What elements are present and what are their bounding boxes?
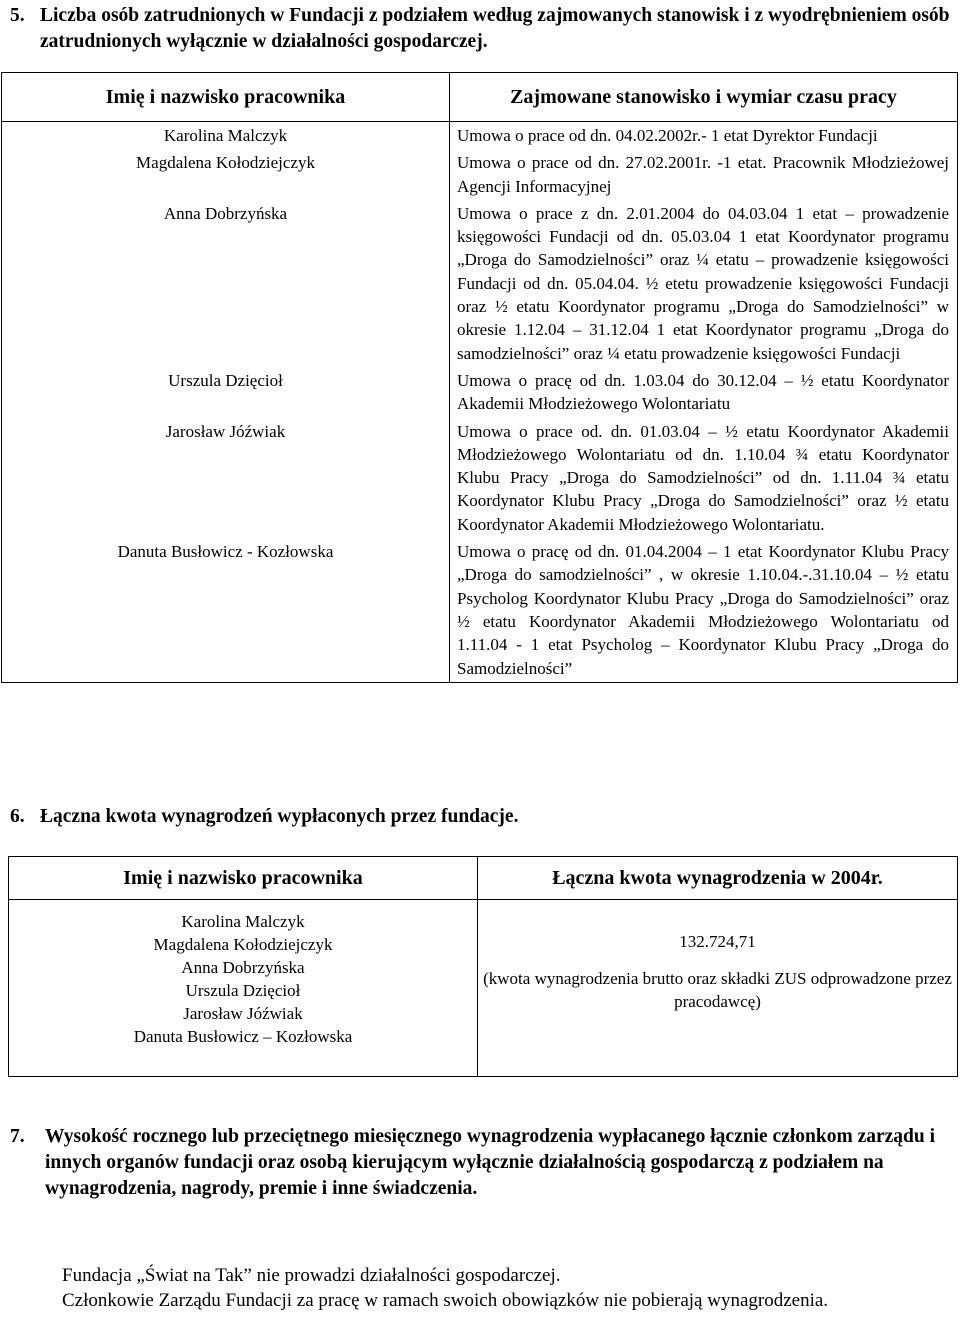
table-row [2, 538, 958, 682]
employee-position: Umowa o prace z dn. 2.01.2004 do 04.03.04 1 etat – prowadzenie księgowości Fundacji od dn. 05.03.04 1 etat Koordynator programu „Droga do Samodzielności” oraz ¼ etatu – prowadzenie księgowości Fundacji od dn. 05.04.04. ½ etetu prowadzenie księgowości Fundacji oraz ½ etatu Koordynator programu „Droga do Samodzielności” w okresie 1.12.04 – 31.12.04 1 etat Koordynator programu „Droga do samodzielności” oraz ¼ etatu prowadzenie księgowości Fundacji [450, 200, 958, 367]
employees-table [1, 72, 958, 683]
employee-name: Danuta Busłowicz – Kozłowska [133, 1027, 353, 1046]
section-6-heading [10, 804, 955, 830]
section-5-number: 5. [10, 5, 25, 26]
employee-position: Umowa o prace od. dn. 01.03.04 – ½ etatu Koordynator Akademii Młodzieżowego Wolontariatu od dn. 1.10.04 ¾ etatu Koordynator Klubu Pracy „Droga do Samodzielności” od dn. 1.11.04 ¾ etatu Koordynator Klubu Pracy „Droga do Samodzielności” oraz ½ etatu Koordynator Akademii Młodzieżowego Wolontariatu. [450, 418, 958, 538]
section-5-heading [10, 3, 955, 55]
table-row [2, 367, 958, 418]
employee-name: Anna Dobrzyńska [2, 200, 450, 367]
header-total-salary: Łączna kwota wynagrodzenia w 2004r. [478, 857, 958, 900]
employee-position: Umowa o pracę od dn. 1.03.04 do 30.12.04 – ½ etatu Koordynator Akademii Młodzieżowego Wolontariatu [450, 367, 958, 418]
section-6-title: Łączna kwota wynagrodzeń wypłaconych przez fundacje. [40, 806, 519, 827]
employee-names-cell [9, 900, 478, 1077]
paragraph: Fundacja „Świat na Tak” nie prowadzi działalności gospodarczej. [62, 1265, 561, 1286]
employees-table-header [2, 73, 958, 122]
table-row [2, 149, 958, 200]
salary-table-header [9, 857, 958, 900]
employee-position: Umowa o pracę od dn. 01.04.2004 – 1 etat Koordynator Klubu Pracy „Droga do samodzielności” , w okresie 1.10.04.-.31.10.04 – ½ etatu Psycholog Koordynator Klubu Pracy „Droga do Samodzielności” oraz ½ etatu Koordynator Akademii Młodzieżowego Wolontariatu od 1.11.04 - 1 etat Psycholog – Koordynator Klubu Pracy „Droga do Samodzielności” [450, 538, 958, 682]
section-7-heading [10, 1124, 955, 1202]
employee-name: Danuta Busłowicz - Kozłowska [2, 538, 450, 682]
employee-name: Jarosław Jóźwiak [183, 1004, 303, 1023]
employee-position: Umowa o prace od dn. 27.02.2001r. -1 etat. Pracownik Młodzieżowej Agencji Informacyjnej [450, 149, 958, 200]
section-7-title: Wysokość rocznego lub przeciętnego miesięcznego wynagrodzenia wypłacanego łącznie członkom zarządu i innych organów fundacji oraz osobą kierującym wyłącznie działalnością gospodarczą z podziałem na wynagrodzenia, nagrody, premie i inne świadczenia. [45, 1126, 936, 1199]
section-7-body [62, 1264, 942, 1313]
employee-name: Karolina Malczyk [2, 122, 450, 150]
employee-name: Anna Dobrzyńska [181, 958, 305, 977]
salary-table [8, 856, 958, 1077]
header-position: Zajmowane stanowisko i wymiar czasu pracy [450, 73, 958, 122]
employee-name: Magdalena Kołodziejczyk [2, 149, 450, 200]
employee-name: Urszula Dzięcioł [2, 367, 450, 418]
paragraph: Członkowie Zarządu Fundacji za pracę w ramach swoich obowiązków nie pobierają wynagrodzenia. [62, 1289, 829, 1311]
table-row [2, 200, 958, 367]
header-employee-name: Imię i nazwisko pracownika [2, 73, 450, 122]
employee-name: Jarosław Jóźwiak [2, 418, 450, 538]
section-7-number: 7. [10, 1126, 25, 1147]
table-row [2, 122, 958, 150]
table-row [9, 900, 958, 1077]
employee-name: Karolina Malczyk [181, 912, 305, 931]
total-salary-amount: 132.724,71 [679, 932, 756, 951]
table-row [2, 418, 958, 538]
total-salary-cell [478, 900, 958, 1077]
employee-name: Urszula Dzięcioł [185, 981, 301, 1000]
section-5-title: Liczba osób zatrudnionych w Fundacji z podziałem według zajmowanych stanowisk i z wyodrębnieniem osób zatrudnionych wyłącznie w działalności gospodarczej. [40, 5, 950, 52]
employee-name: Magdalena Kołodziejczyk [153, 935, 333, 954]
employee-position: Umowa o prace od dn. 04.02.2002r.- 1 etat Dyrektor Fundacji [450, 122, 958, 150]
section-6-number: 6. [10, 806, 25, 827]
total-salary-note: (kwota wynagrodzenia brutto oraz składki ZUS odprowadzone przez pracodawcę) [483, 969, 952, 1011]
header-employee-name: Imię i nazwisko pracownika [9, 857, 478, 900]
